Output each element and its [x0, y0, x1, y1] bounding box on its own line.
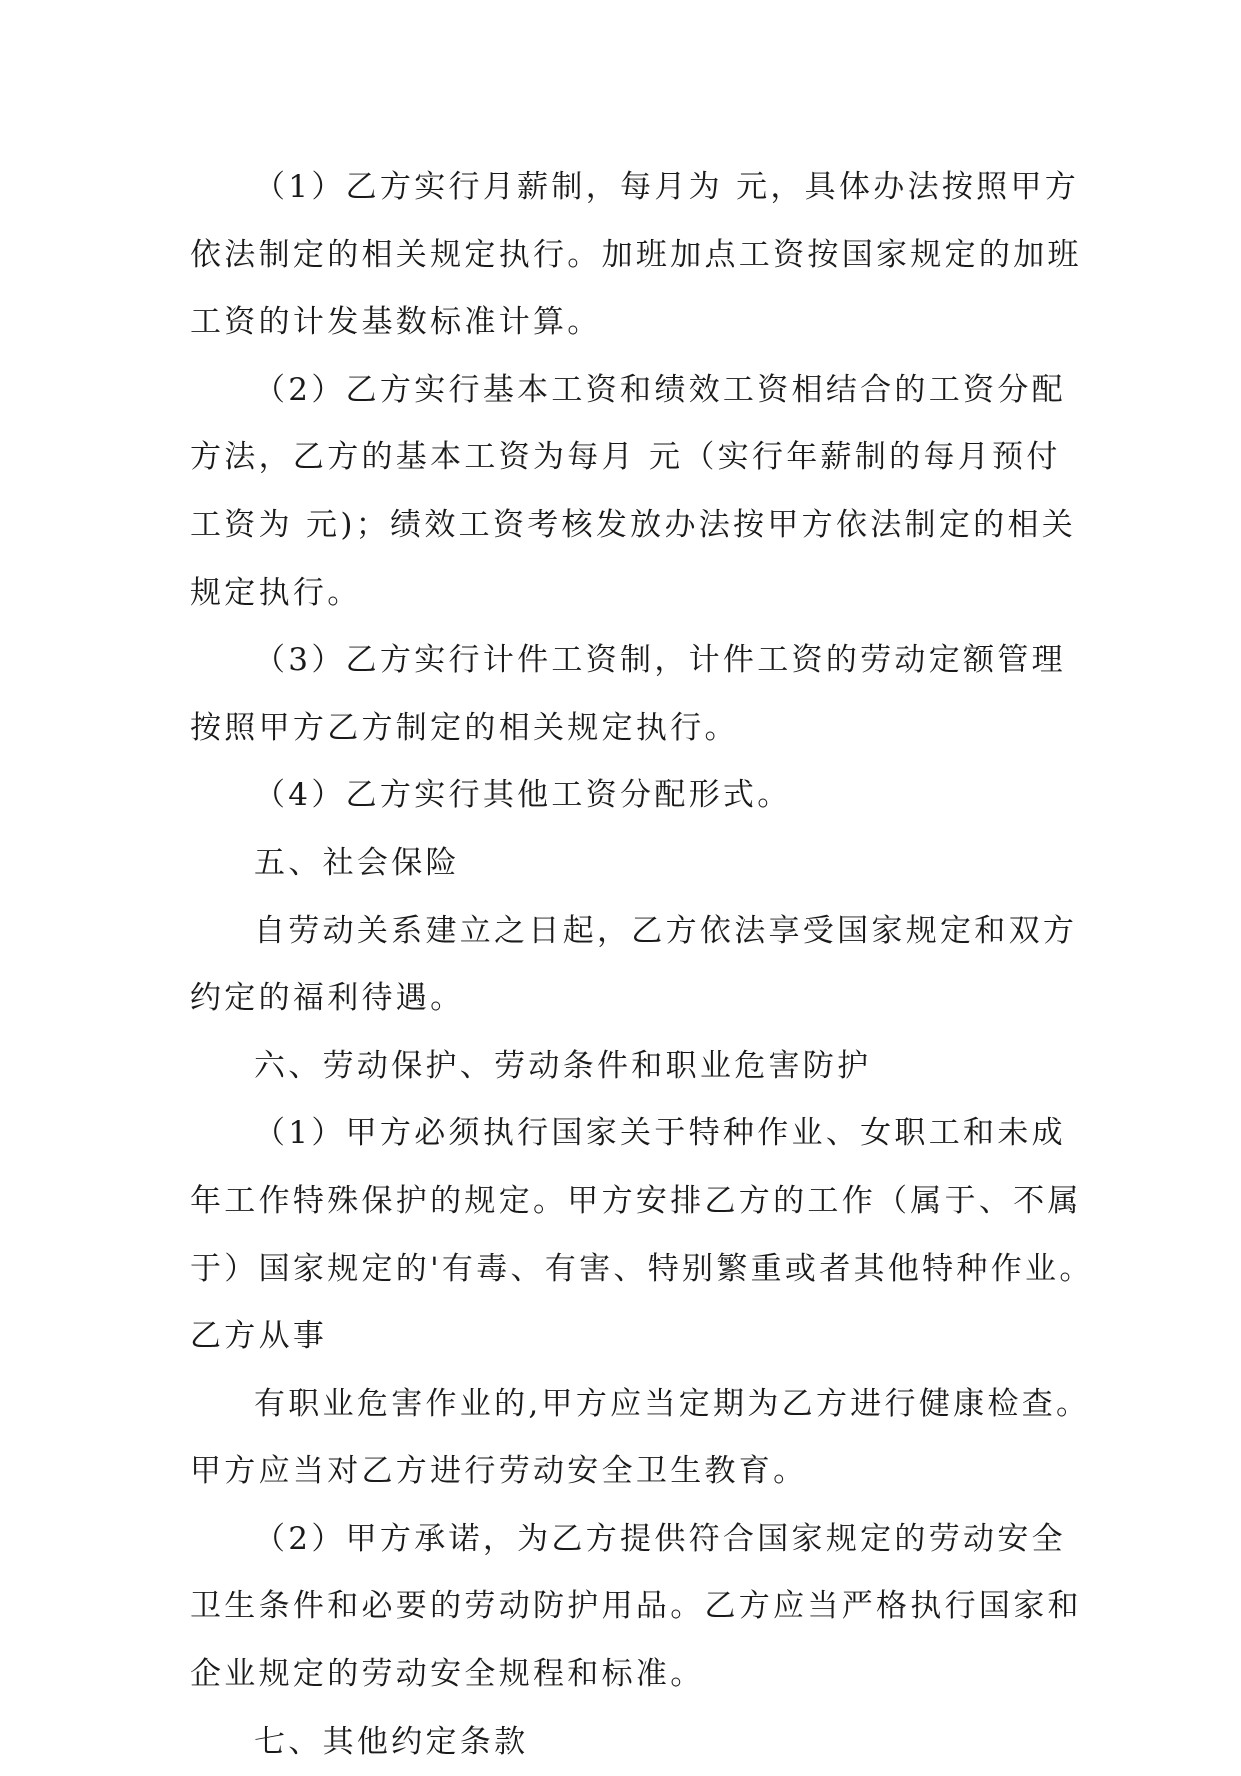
- paragraph-line: 于）国家规定的'有毒、有害、特别繁重或者其他特种作业。: [190, 1250, 1094, 1287]
- paragraph-line: 规定执行。: [190, 574, 362, 611]
- section-heading: 五、社会保险: [254, 844, 460, 881]
- paragraph-line: （1）乙方实行月薪制，每月为 元，具体办法按照甲方: [254, 169, 1080, 205]
- paragraph-line: 乙方从事: [190, 1318, 328, 1355]
- paragraph-line: 依法制定的相关规定执行。加班加点工资按国家规定的加班: [190, 236, 1082, 273]
- paragraph-line: 企业规定的劳动安全规程和标准。: [190, 1656, 705, 1693]
- section-heading: 七、其他约定条款: [254, 1723, 529, 1760]
- paragraph-line: 工资的计发基数标准计算。: [190, 304, 602, 341]
- paragraph-line: 自劳动关系建立之日起，乙方依法享受国家规定和双方: [254, 912, 1078, 949]
- paragraph-line: 方法，乙方的基本工资为每月 元（实行年薪制的每月预付: [190, 439, 1061, 476]
- paragraph-line: 工资为 元)；绩效工资考核发放办法按甲方依法制定的相关: [190, 506, 1077, 543]
- section-heading: 六、劳动保护、劳动条件和职业危害防护: [254, 1047, 872, 1084]
- paragraph-line: 约定的福利待遇。: [190, 980, 465, 1017]
- paragraph-line: 年工作特殊保护的规定。甲方安排乙方的工作（属于、不属: [190, 1182, 1082, 1219]
- paragraph-line: （4）乙方实行其他工资分配形式。: [254, 777, 792, 814]
- paragraph-line: 有职业危害作业的,甲方应当定期为乙方进行健康检查。: [254, 1385, 1091, 1422]
- paragraph-line: 按照甲方乙方制定的相关规定执行。: [190, 709, 739, 746]
- paragraph-line: （3）乙方实行计件工资制，计件工资的劳动定额管理: [254, 642, 1066, 679]
- paragraph-line: （1）甲方必须执行国家关于特种作业、女职工和未成: [254, 1115, 1066, 1152]
- paragraph-line: 卫生条件和必要的劳动防护用品。乙方应当严格执行国家和: [190, 1588, 1082, 1625]
- paragraph-line: （2）乙方实行基本工资和绩效工资相结合的工资分配: [254, 371, 1066, 408]
- paragraph-line: 甲方应当对乙方进行劳动安全卫生教育。: [190, 1453, 808, 1490]
- document-body: [190, 154, 1094, 1776]
- paragraph-line: （2）甲方承诺，为乙方提供符合国家规定的劳动安全: [254, 1520, 1066, 1557]
